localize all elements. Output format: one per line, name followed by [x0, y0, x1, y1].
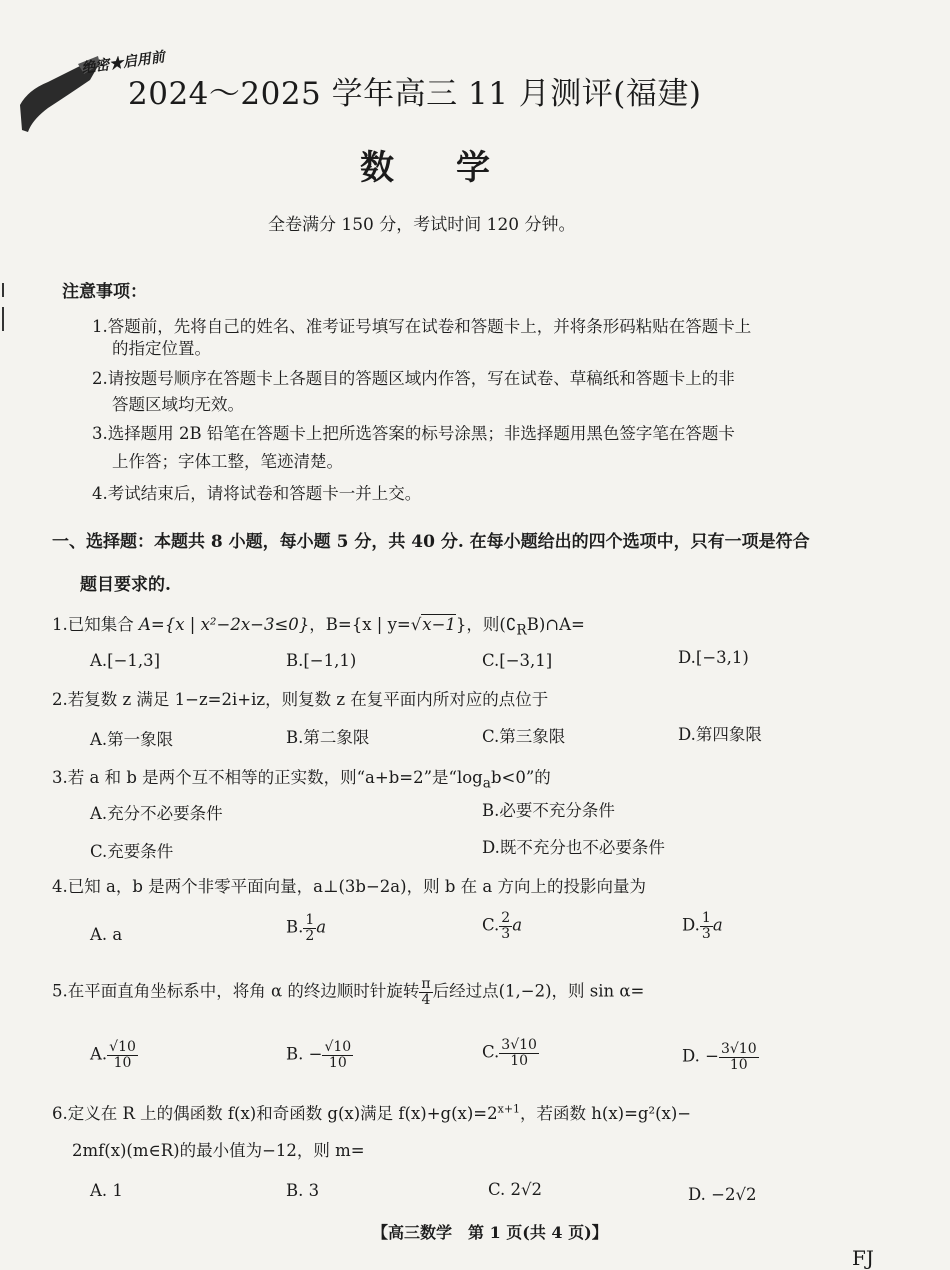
q5-c-fraction [499, 1038, 539, 1068]
exam-title: 2024～2025 学年高三 11 月测评(福建) [128, 76, 702, 112]
numerator: 1 [701, 910, 711, 926]
question-6-line2: 2mf(x)(m∈R)的最小值为−12，则 m= [72, 1141, 365, 1160]
q5-c-label: C. [482, 1042, 500, 1062]
q4-d-fraction [700, 911, 713, 941]
subject-title: 数学 [360, 148, 552, 188]
scan-mark [2, 283, 4, 297]
section-heading-cont: 题目要求的. [80, 575, 171, 595]
q1-option-d: D.[−3,1) [678, 648, 749, 667]
q1-set-b: ，B={x | y= [309, 615, 411, 634]
q3-option-d: D.既不充分也不必要条件 [482, 838, 665, 857]
exam-info: 全卷满分 150 分，考试时间 120 分钟。 [268, 215, 576, 235]
q1-option-b: B.[−1,1) [286, 651, 357, 670]
q4-b-label: B. [286, 917, 304, 937]
q1-text: 1.已知集合 [52, 615, 139, 634]
denominator: 3 [701, 925, 711, 942]
q1-tail: }，则(∁ [455, 615, 517, 634]
denominator: 2 [305, 927, 315, 944]
numerator: π [421, 976, 431, 992]
question-6-line1 [52, 1100, 691, 1124]
q2-option-b: B.第二象限 [286, 728, 370, 747]
notice-line: 的指定位置。 [112, 339, 211, 358]
notice-line: 答题区域均无效。 [112, 395, 244, 414]
notice-line: 1.答题前，先将自己的姓名、准考证号填写在试卷和答题卡上，并将条形码粘贴在答题卡上 [92, 317, 752, 336]
q3-sub: a [482, 775, 491, 792]
q3-text-b: b<0”的 [490, 768, 551, 787]
q4-c-var: a [512, 915, 523, 935]
q5-option-c [482, 1038, 539, 1068]
q5-pi-fraction [419, 977, 432, 1007]
q6-option-c: C. 2√2 [488, 1180, 543, 1199]
question-5-stem [52, 977, 644, 1007]
q4-d-var: a [712, 915, 723, 935]
q1-tail2: B)∩A= [526, 615, 585, 634]
q3-option-a: A.充分不必要条件 [90, 804, 223, 823]
q2-option-d: D.第四象限 [678, 725, 762, 744]
q6-exponent: x+1 [497, 1102, 521, 1116]
notice-line: 2.请按题号顺序在答题卡上各题目的答题区域内作答，写在试卷、草稿纸和答题卡上的非 [92, 369, 735, 388]
q5-b-fraction [322, 1040, 353, 1070]
denominator: 4 [421, 991, 431, 1008]
q6-text-b: ，若函数 h(x)=g²(x)− [520, 1104, 692, 1123]
numerator: √10 [324, 1039, 352, 1055]
q4-d-label: D. [682, 915, 700, 935]
page-footer: 【高三数学 第 1 页(共 4 页)】 [372, 1223, 608, 1242]
denominator: 10 [510, 1052, 529, 1069]
denominator: 10 [328, 1054, 347, 1071]
q4-b-var: a [316, 917, 327, 937]
section-heading: 一、选择题：本题共 8 小题，每小题 5 分，共 40 分. 在每小题给出的四个选项中，只有一项是符合 [52, 532, 810, 552]
notice-heading: 注意事项： [62, 282, 147, 302]
q4-option-d [682, 911, 723, 941]
question-1-stem: 1.已知集合 A={x | x²−2x−3≤0}，B={x | y=√x−1}，则$(∁_RB)\cap A=$ [52, 615, 585, 639]
notice-line: 4.考试结束后，请将试卷和答题卡一并上交。 [92, 484, 422, 503]
numerator: 3√10 [501, 1037, 537, 1053]
q1-option-a: A.[−1,3] [90, 651, 161, 670]
denominator: 10 [729, 1056, 748, 1073]
q2-option-c: C.第三象限 [482, 727, 566, 746]
denominator: 10 [113, 1054, 132, 1071]
q5-d-fraction [719, 1042, 759, 1072]
corner-mark: FJ [852, 1246, 874, 1270]
q5-option-a [90, 1040, 138, 1070]
q5-d-label: D. − [682, 1046, 719, 1066]
q3-option-b: B.必要不充分条件 [482, 801, 615, 820]
numerator: 3√10 [720, 1041, 757, 1057]
q5-text: 5.在平面直角坐标系中，将角 α 的终边顺时针旋转 [52, 981, 420, 1001]
q1-sub: R [516, 622, 527, 639]
q6-option-d: D. −2√2 [688, 1185, 757, 1204]
q2-option-a: A.第一象限 [90, 730, 174, 749]
q4-option-b [286, 913, 326, 943]
question-4-stem: 4.已知 a，b 是两个非零平面向量，a⊥(3b−2a)，则 b 在 a 方向上的投影向量为 [52, 877, 646, 896]
q4-option-c [482, 911, 522, 941]
scan-mark [2, 307, 4, 331]
question-3-stem [52, 764, 551, 791]
q5-a-fraction [107, 1040, 138, 1070]
numerator: √10 [109, 1039, 136, 1055]
q5-option-b [286, 1040, 353, 1070]
q1-option-c: C.[−3,1] [482, 651, 553, 670]
q1-radicand: x−1 [422, 615, 456, 634]
q5-b-label: B. − [286, 1044, 323, 1064]
q4-c-fraction [499, 911, 512, 941]
q3-option-c: C.充要条件 [90, 842, 174, 861]
q4-c-label: C. [482, 915, 500, 935]
q5-text-b: 后经过点(1,−2)，则 sin α= [432, 981, 645, 1001]
confidential-label: 绝密★启用前 [80, 49, 166, 77]
denominator: 3 [501, 925, 511, 942]
notice-line: 3.选择题用 2B 铅笔在答题卡上把所选答案的标号涂黑；非选择题用黑色签字笔在答题卡 [92, 424, 735, 443]
q5-option-d [682, 1042, 759, 1072]
q5-a-label: A. [90, 1044, 108, 1064]
notice-line: 上作答；字体工整，笔迹清楚。 [112, 452, 343, 471]
q6-option-b: B. 3 [286, 1181, 320, 1200]
numerator: 2 [501, 910, 511, 926]
question-2-stem: 2.若复数 z 满足 1−z=2i+iz，则复数 z 在复平面内所对应的点位于 [52, 690, 549, 709]
numerator: 1 [305, 912, 315, 928]
q3-text: 3.若 a 和 b 是两个互不相等的正实数，则“a+b=2”是“log [52, 768, 483, 787]
q1-set-a: A={x | x²−2x−3≤0} [139, 615, 310, 634]
q6-text: 6.定义在 R 上的偶函数 f(x)和奇函数 g(x)满足 f(x)+g(x)=2 [52, 1104, 498, 1123]
q6-option-a: A. 1 [90, 1181, 123, 1200]
q4-option-a: A. a [90, 925, 123, 944]
q4-b-fraction [303, 913, 316, 943]
